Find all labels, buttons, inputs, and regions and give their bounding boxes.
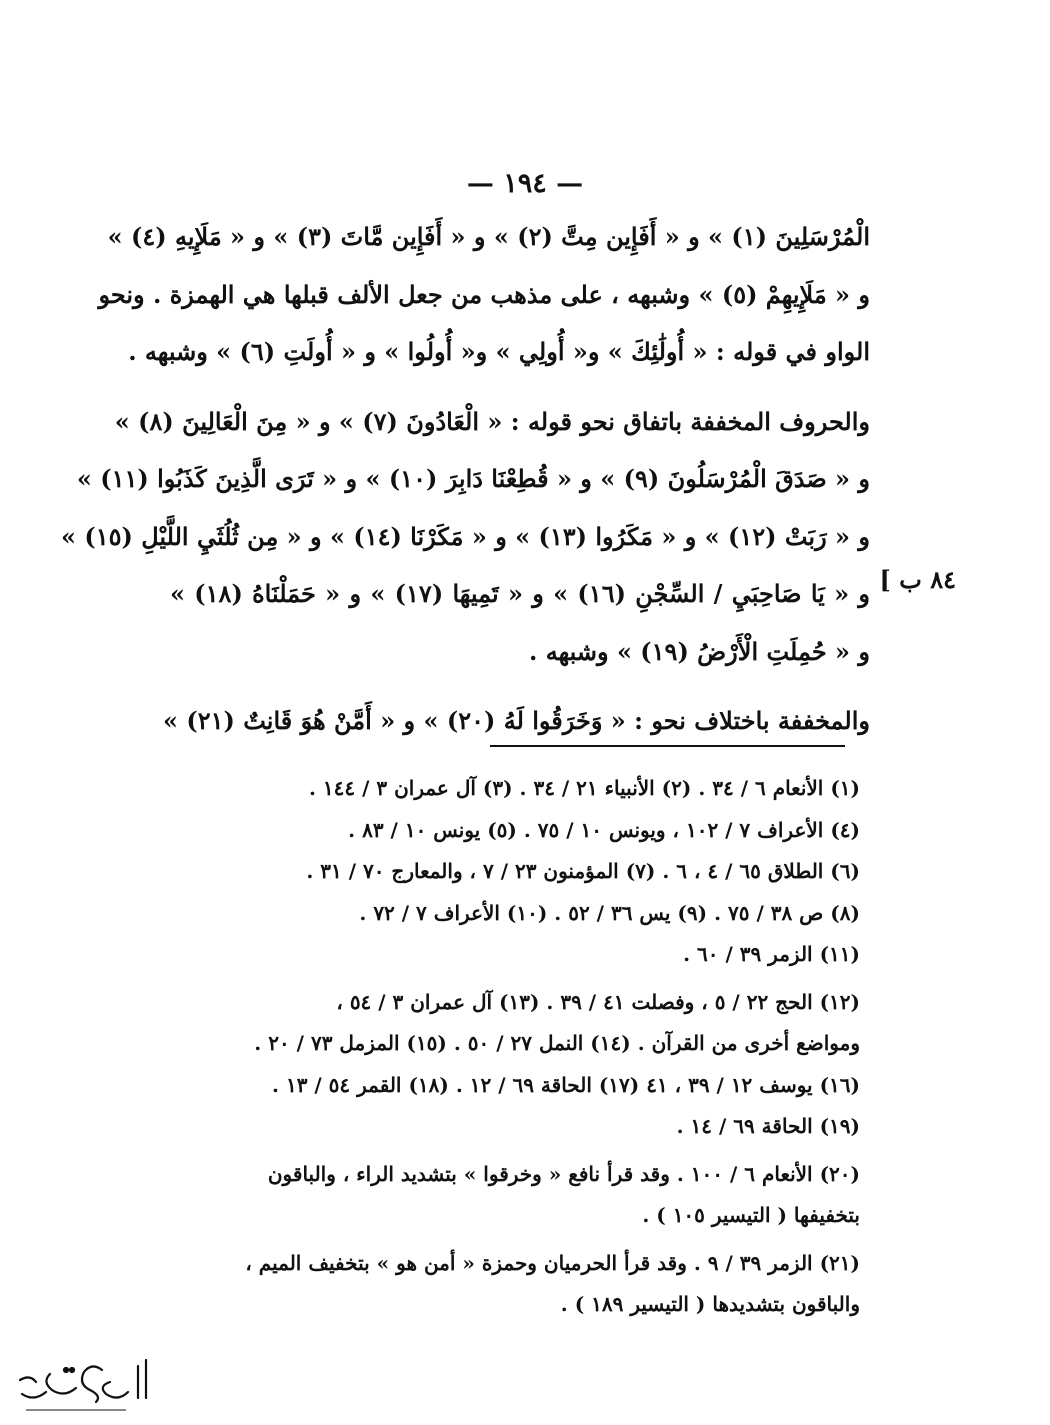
footnote-divider <box>490 745 845 747</box>
publisher-logo <box>6 1340 156 1418</box>
footnote-line: (٢١) الزمر ٣٩ / ٩ . وقد قرأ الحرميان وحمزة « أمن هو » بتخفيف الميم ، <box>245 1250 860 1275</box>
text-line: الواو في قوله : « أُولَٰئِكَ » و« أُولِي » و« أُولُوا » و « أُولَتِ (٦) » وشبهه . <box>128 337 870 366</box>
text-line: و « صَدَقَ الْمُرْسَلُونَ (٩) » و « قُطِعْنَا دَابِرَ (١٠) » و « تَرَى الَّذِينَ كَذَبُوا (١١) » <box>76 464 870 493</box>
footnote-line: (٦) الطلاق ٦٥ / ٤ ، ٦ . (٧) المؤمنون ٢٣ / ٧ ، والمعارج ٧٠ / ٣١ . <box>306 859 860 883</box>
text-line: و « رَبَتْ (١٢) » و « مَكَرُوا (١٣) » و « مَكَرْنَا (١٤) » و « مِن ثُلُثَيِ اللَّيْلِ (١٥) » <box>61 521 870 551</box>
footnote-line: ومواضع أخرى من القرآن . (١٤) النمل ٢٧ / ٥٠ . (١٥) المزمل ٧٣ / ٢٠ . <box>254 1031 860 1055</box>
page-number: — ١٩٤ — <box>466 168 584 199</box>
footnote-line: (١٦) يوسف ١٢ / ٣٩ ، ٤١ (١٧) الحاقة ٦٩ / ١٢ . (١٨) القمر ٥٤ / ١٣ . <box>272 1072 860 1097</box>
footnote-line: (١) الأنعام ٦ / ٣٤ . (٢) الأنبياء ٢١ / ٣٤ . (٣) آل عمران ٣ / ١٤٤ . <box>308 776 860 800</box>
text-line: والحروف المخففة باتفاق نحو قوله : « الْعَادُونَ (٧) » و « مِنَ الْعَالِينَ (٨) » <box>114 406 870 436</box>
margin-manuscript-reference: ٨٤ ب ] <box>879 565 956 594</box>
main-text <box>61 208 871 750</box>
footnote-line: (١٢) الحج ٢٢ / ٥ ، وفصلت ٤١ / ٣٩ . (١٣) آل عمران ٣ / ٥٤ ، <box>336 989 860 1014</box>
footnote-line: والباقون بتشديدها ( التيسير ١٨٩ ) . <box>560 1292 860 1316</box>
text-line: و « مَلَإِيهِمْ (٥) » وشبهه ، على مذهب من جعل الألف قبلها هي الهمزة . ونحو <box>98 279 870 309</box>
footnote-line: (٤) الأعراف ٧ / ١٠٢ ، ويونس ١٠ / ٧٥ . (٥) يونس ١٠ / ٨٣ . <box>348 817 860 842</box>
footnote-line: (٨) ص ٣٨ / ٧٥ . (٩) يس ٣٦ / ٥٢ . (١٠) الأعراف ٧ / ٧٢ . <box>359 900 860 925</box>
text-line: الْمُرْسَلِينَ (١) » و « أَفَإِين مِتَّ (٢) » و « أَفَإِين مَّاتَ (٣) » و « مَلَإِيهِ (٤) » <box>107 222 870 251</box>
footnotes <box>150 768 860 1326</box>
paragraph-gap <box>170 680 870 692</box>
footnote-line: (٢٠) الأنعام ٦ / ١٠٠ . وقد قرأ نافع « وخرقوا » بتشديد الراء ، والباقون <box>267 1161 860 1186</box>
footnote-line: بتخفيفها ( التيسير ١٠٥ ) . <box>642 1203 860 1227</box>
footnote-line: (١٩) الحاقة ٦٩ / ١٤ . <box>676 1114 860 1138</box>
text-line: و « يَا صَاحِبَيِ / السِّجْنِ (١٦) » و « تَمِيهَا (١٧) » و « حَمَلْنَاهُ (١٨) » <box>170 579 871 608</box>
text-line: و « حُمِلَتِ الْأَرْضُ (١٩) » وشبهه . <box>529 636 870 666</box>
footnote-line: (١١) الزمر ٣٩ / ٦٠ . <box>683 942 860 966</box>
paragraph-gap <box>170 381 870 393</box>
text-line: والمخففة باختلاف نحو : « وَخَرَقُوا لَهُ (٢٠) » و « أَمَّنْ هُوَ قَانِتٌ (٢١) » <box>163 706 870 735</box>
